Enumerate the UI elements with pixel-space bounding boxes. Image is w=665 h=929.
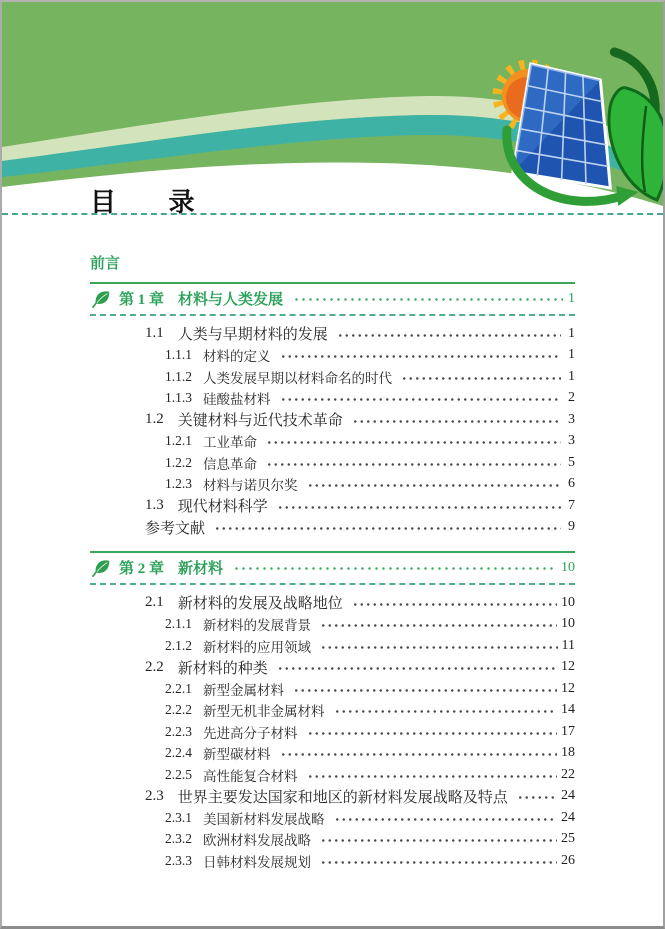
entry-title: 新材料的应用领域: [203, 639, 311, 655]
dot-leader: [334, 807, 558, 829]
entry-page-number: 5: [568, 454, 575, 470]
chapter-title: 新材料: [178, 561, 224, 577]
chapter-heading: [90, 282, 575, 316]
entry-number: 1.2: [145, 411, 164, 428]
toc-entry: [90, 474, 575, 496]
dot-leader: [280, 388, 562, 410]
entry-number: 2.2.2: [165, 702, 192, 718]
entry-title: 工业革命: [203, 435, 257, 451]
dot-leader: [233, 557, 556, 578]
toc-entry: [90, 850, 575, 872]
entry-page-number: 12: [561, 680, 575, 696]
dot-leader: [320, 614, 557, 636]
toc-entry: [90, 517, 575, 539]
entry-page-number: 11: [561, 637, 575, 653]
toc-entry: [90, 743, 575, 765]
dot-leader: [266, 431, 561, 453]
toc-entry: [90, 635, 575, 657]
dot-leader: [401, 366, 561, 388]
entry-number: 2.3: [145, 787, 164, 804]
chapter-label: 第 1 章: [119, 292, 165, 308]
entry-title: 信息革命: [203, 456, 257, 472]
dot-leader: [307, 474, 562, 496]
entry-number: 2.3.2: [165, 831, 192, 847]
toc-chapter: [90, 551, 575, 872]
entry-page-number: 24: [561, 809, 575, 825]
toc-entry: [90, 345, 575, 367]
entry-title: 新型碳材料: [203, 747, 271, 763]
chapter-page-number: 1: [568, 290, 575, 306]
toc-chapter: [90, 282, 575, 538]
entry-page-number: 7: [568, 497, 575, 513]
dot-leader: [320, 829, 557, 851]
chapter-page-number: 10: [561, 559, 575, 575]
toc-entry: [90, 700, 575, 722]
entry-page-number: 10: [561, 616, 575, 632]
header-dashed-divider: [2, 213, 663, 215]
chapter-entries: [90, 316, 575, 538]
entry-number: 1.1: [145, 325, 164, 342]
toc-entry: [90, 495, 575, 517]
dot-leader: [334, 700, 558, 722]
entry-number: 2.1: [145, 594, 164, 611]
entry-page-number: 1: [568, 325, 575, 341]
solar-panel-icon: [513, 64, 610, 188]
chapter-title: 材料与人类发展: [178, 292, 284, 308]
dot-leader: [266, 452, 561, 474]
dot-leader: [320, 635, 558, 657]
entry-page-number: 26: [561, 852, 575, 868]
entry-page-number: 24: [561, 788, 575, 804]
toc-entry: [90, 721, 575, 743]
entry-title: 材料与诺贝尔奖: [203, 478, 298, 494]
dot-leader: [337, 323, 561, 345]
entry-title: 欧洲材料发展战略: [203, 833, 311, 849]
toc-entry: [90, 452, 575, 474]
entry-title: 新材料的发展背景: [203, 618, 311, 634]
entry-number: 1.2.2: [165, 454, 192, 470]
entry-page-number: 14: [561, 702, 575, 718]
entry-number: 1.1.2: [165, 368, 192, 384]
entry-number: 1.2.1: [165, 433, 192, 449]
entry-title: 材料的定义: [203, 349, 271, 365]
chapter-entries: [90, 585, 575, 872]
entry-number: 2.2.3: [165, 723, 192, 739]
toc-entry: [90, 366, 575, 388]
toc-entry: [90, 409, 575, 431]
entry-title: 硅酸盐材料: [203, 392, 271, 408]
dot-leader: [293, 288, 563, 309]
dot-leader: [352, 592, 557, 614]
entry-page-number: 10: [561, 594, 575, 610]
entry-title: 关键材料与近代技术革命: [177, 413, 343, 430]
entry-title: 新材料的发展及战略地位: [177, 596, 343, 613]
entry-number: 2.2.4: [165, 745, 192, 761]
toc-entry: [90, 657, 575, 679]
chapter-heading: [90, 551, 575, 585]
entry-title: 世界主要发达国家和地区的新材料发展战略及特点: [177, 789, 508, 806]
entry-title: 美国新材料发展战略: [203, 811, 325, 827]
toc-chapters: [90, 282, 575, 872]
entry-title: 新型金属材料: [203, 682, 284, 698]
entry-number: 2.3.3: [165, 852, 192, 868]
entry-number: 2.1.1: [165, 616, 192, 632]
entry-page-number: 22: [561, 766, 575, 782]
entry-number: 2.2.1: [165, 680, 192, 696]
dot-leader: [307, 721, 558, 743]
entry-page-number: 2: [568, 390, 575, 406]
entry-page-number: 1: [568, 368, 575, 384]
dot-leader: [277, 495, 561, 517]
entry-number: 2.3.1: [165, 809, 192, 825]
toc-entry: [90, 592, 575, 614]
entry-page-number: 1: [568, 347, 575, 363]
entry-title: 高性能复合材料: [203, 768, 298, 784]
entry-page-number: 3: [568, 411, 575, 427]
toc-entry: [90, 786, 575, 808]
toc-entry: [90, 678, 575, 700]
entry-page-number: 18: [561, 745, 575, 761]
preface-entry: 前言: [90, 256, 121, 272]
entry-number: 2.2.5: [165, 766, 192, 782]
entry-page-number: 17: [561, 723, 575, 739]
entry-number: 1.2.3: [165, 476, 192, 492]
entry-title: 新型无机非金属材料: [203, 704, 325, 720]
chapter-label: 第 2 章: [119, 561, 165, 577]
entry-title: 人类与早期材料的发展: [177, 327, 328, 344]
dot-leader: [352, 409, 561, 431]
entry-title: 先进高分子材料: [203, 725, 298, 741]
entry-title: 人类发展早期以材料命名的时代: [203, 370, 392, 386]
dot-leader: [280, 743, 558, 765]
entry-number: 1.1.1: [165, 347, 192, 363]
dot-leader: [214, 517, 561, 539]
entry-title: 日韩材料发展规划: [203, 854, 311, 870]
leaf-icon: [92, 558, 112, 578]
entry-page-number: 12: [561, 659, 575, 675]
toc-entry: [90, 764, 575, 786]
dot-leader: [517, 786, 557, 808]
entry-number: 1.1.3: [165, 390, 192, 406]
dot-leader: [293, 678, 557, 700]
toc-entry: [90, 388, 575, 410]
entry-page-number: 25: [561, 831, 575, 847]
entry-number: 1.3: [145, 497, 164, 514]
dot-leader: [280, 345, 562, 367]
entry-title: 参考文献: [145, 520, 206, 537]
entry-title: 新材料的种类: [177, 660, 268, 677]
dot-leader: [307, 764, 558, 786]
entry-title: 现代材料科学: [177, 499, 268, 516]
entry-page-number: 3: [568, 433, 575, 449]
table-of-contents: [90, 255, 575, 885]
dot-leader: [277, 657, 557, 679]
leaf-icon: [92, 289, 112, 309]
entry-page-number: 6: [568, 476, 575, 492]
dot-leader: [320, 850, 557, 872]
entry-number: 2.1.2: [165, 637, 192, 653]
toc-entry: [90, 323, 575, 345]
toc-entry: [90, 614, 575, 636]
entry-number: 2.2: [145, 658, 164, 675]
toc-entry: [90, 829, 575, 851]
page-title: 目 录: [90, 188, 197, 217]
toc-entry: [90, 807, 575, 829]
entry-page-number: 9: [568, 519, 575, 535]
toc-entry: [90, 431, 575, 453]
